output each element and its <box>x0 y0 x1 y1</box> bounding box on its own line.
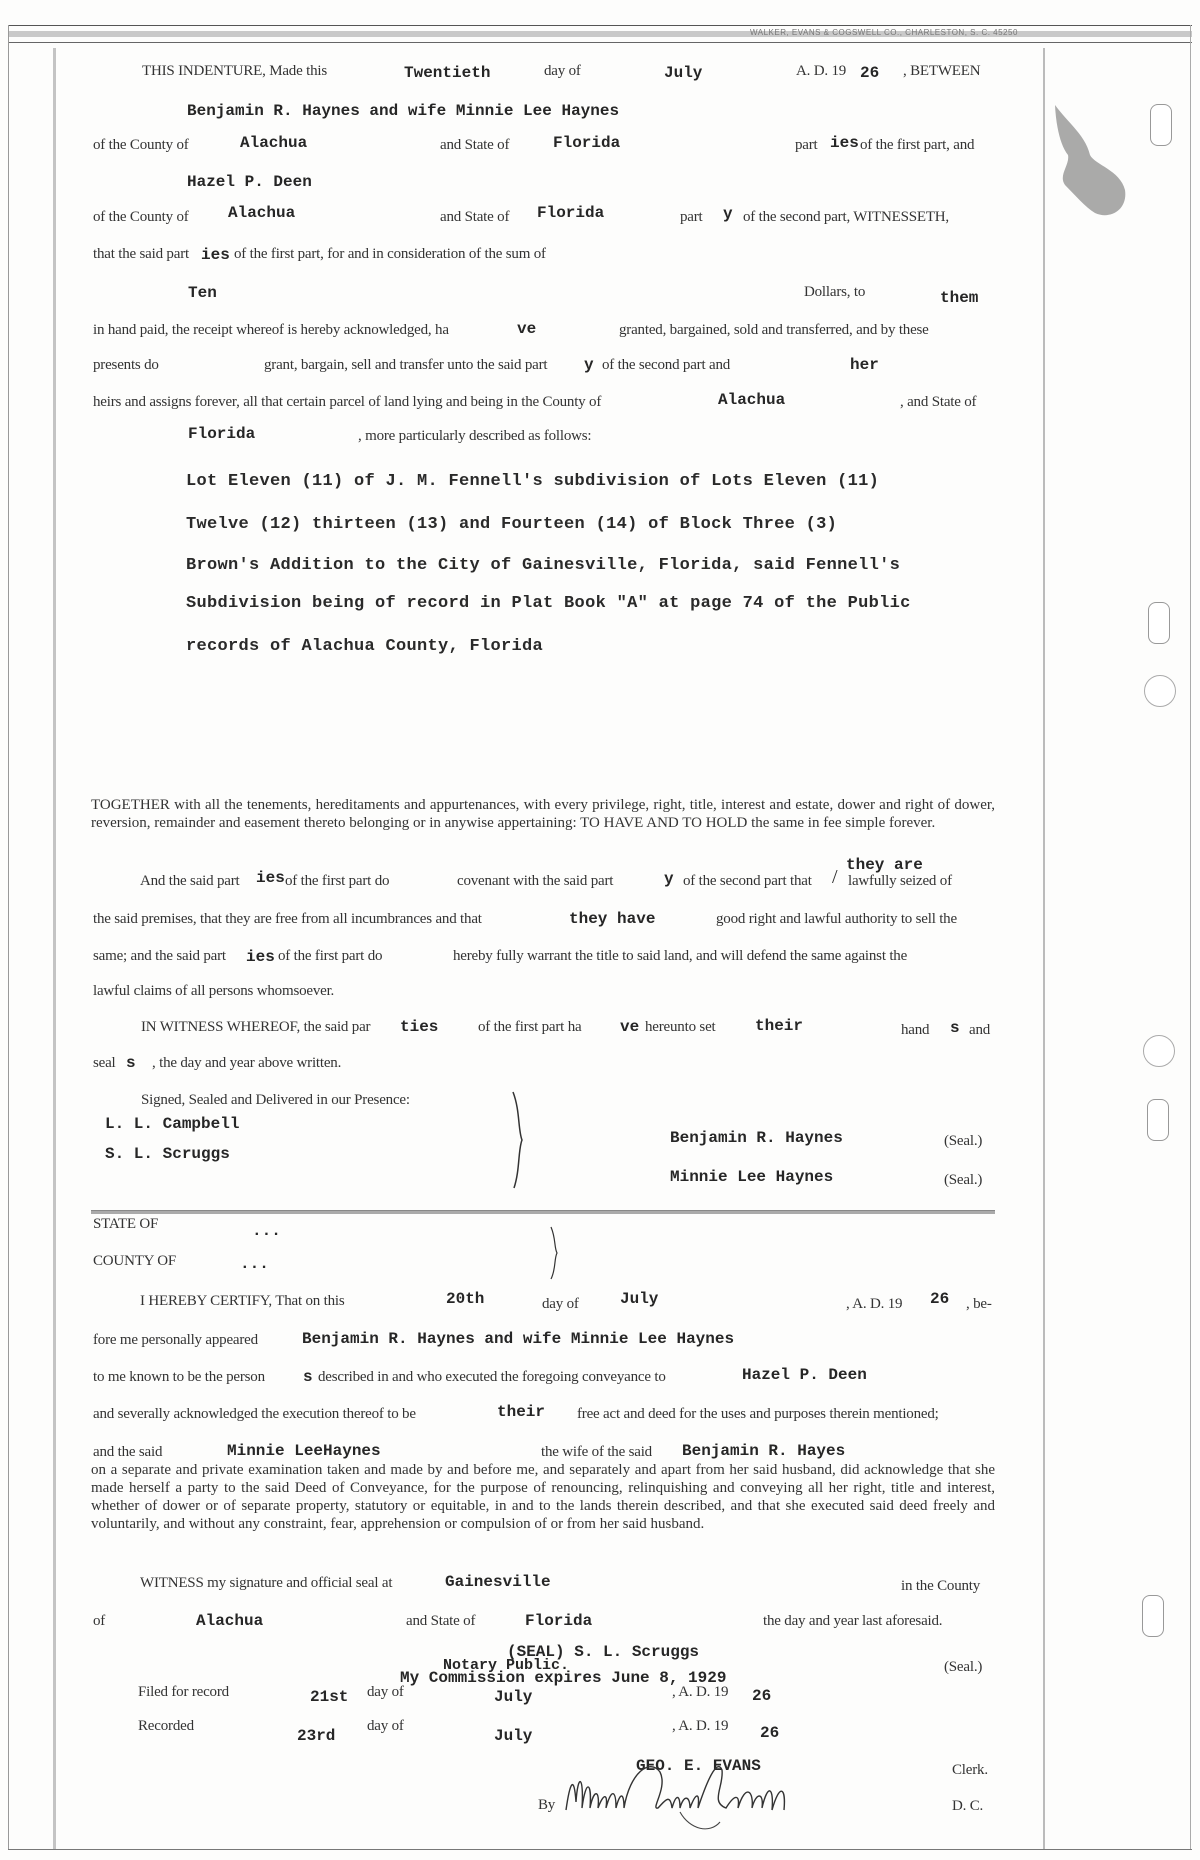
ad-label: , A. D. 19 <box>846 1296 903 1312</box>
covenant-text: of the first part do <box>278 948 383 964</box>
witness-signature: S. L. Scruggs <box>105 1145 230 1163</box>
binding-hole <box>1143 1035 1175 1067</box>
ack-text: and severally acknowledged the execution thereof to be <box>93 1406 416 1422</box>
recorded-year: 26 <box>760 1724 780 1742</box>
covenant-text: And the said part <box>140 873 240 889</box>
recorded-label: Recorded <box>138 1718 194 1734</box>
ack-year: 26 <box>930 1290 950 1308</box>
witness-signature: L. L. Campbell <box>105 1115 240 1133</box>
legal-description-line: Brown's Addition to the City of Gainesville, Florida, said Fennell's <box>186 556 901 575</box>
covenant-text: covenant with the said part <box>457 873 614 889</box>
ack-text: the wife of the said <box>541 1444 652 1460</box>
by-label: By <box>538 1797 556 1813</box>
part-suffix: s <box>126 1054 136 1072</box>
consideration-text: heirs and assigns forever, all that certain parcel of land lying and being in the County of <box>93 394 602 410</box>
witness-clause-text: hand <box>901 1022 930 1038</box>
consideration-text: , more particularly described as follows: <box>358 428 592 444</box>
witness-clause-text: and <box>969 1022 991 1038</box>
part-suffix: s <box>303 1368 313 1386</box>
witness-clause-text: , the day and year above written. <box>152 1055 342 1071</box>
ack-appeared: Benjamin R. Haynes and wife Minnie Lee Haynes <box>302 1330 735 1348</box>
ack-whose: their <box>497 1403 546 1421</box>
recorded-month: July <box>494 1727 533 1745</box>
consideration-text: grant, bargain, sell and transfer unto the said part <box>264 357 548 373</box>
covenant-text: of the second part that <box>683 873 812 889</box>
day-of-label: day of <box>544 63 581 79</box>
binding-hole <box>1150 104 1172 146</box>
witness-clause-text: IN WITNESS WHEREOF, the said par <box>141 1019 371 1035</box>
be-label: , be- <box>966 1296 992 1312</box>
certify-label: I HEREBY CERTIFY, That on this <box>140 1293 345 1309</box>
part-suffix: ies <box>830 134 859 152</box>
seal-label: (Seal.) <box>944 1172 983 1188</box>
notary-commission: My Commission expires June 8, 1929 <box>400 1669 727 1687</box>
witness-clause-text: hereunto set <box>645 1019 716 1035</box>
county-of-value: ... <box>240 1255 269 1273</box>
dollars-label: Dollars, to <box>804 284 866 300</box>
venue-bracket <box>548 1225 562 1281</box>
notary-text: the day and year last aforesaid. <box>763 1613 943 1629</box>
consideration-amount: Ten <box>188 284 217 302</box>
covenant-text: same; and the said part <box>93 948 226 964</box>
covenant-text: the said premises, that they are free from all incumbrances and that <box>93 911 482 927</box>
legal-description-line: Subdivision being of record in Plat Book "A" at page 74 of the Public <box>186 594 911 613</box>
day-of-label: day of <box>542 1296 579 1312</box>
county-label: of the County of <box>93 209 189 225</box>
consideration-text: in hand paid, the receipt whereof is hereby acknowledged, ha <box>93 322 449 338</box>
clerk-label: Clerk. <box>952 1762 988 1778</box>
part-suffix: y <box>664 870 674 888</box>
first-party-names: Benjamin R. Haynes and wife Minnie Lee Haynes <box>187 102 620 120</box>
part-label: part <box>680 209 703 225</box>
second-party-name: Hazel P. Deen <box>187 173 312 191</box>
left-margin-rule <box>53 48 56 1850</box>
part-suffix: ies <box>201 246 230 264</box>
legal-description-line: records of Alachua County, Florida <box>186 637 544 656</box>
presence-label: Signed, Sealed and Delivered in our Presence: <box>141 1092 410 1108</box>
notary-seal-name: (SEAL) S. L. Scruggs <box>507 1643 700 1661</box>
indenture-label: THIS INDENTURE, Made this <box>142 63 327 79</box>
land-state: Florida <box>188 425 256 443</box>
dc-label: D. C. <box>952 1798 984 1814</box>
covenant-text: of the first part do <box>285 873 390 889</box>
clerk-name: GEO. E. EVANS <box>636 1757 761 1775</box>
seal-label: (Seal.) <box>944 1659 983 1675</box>
filed-day: 21st <box>310 1688 349 1706</box>
consideration-to: them <box>940 289 979 307</box>
part-tail: of the first part, and <box>860 137 975 153</box>
covenant-text: lawfully seized of <box>848 873 952 889</box>
binding-hole <box>1147 1099 1169 1141</box>
ad-label: , A. D. 19 <box>672 1684 729 1700</box>
state-of-label: STATE OF <box>93 1216 159 1232</box>
signature-bracket <box>510 1090 528 1190</box>
indenture-day: Twentieth <box>404 64 491 82</box>
second-party-county: Alachua <box>228 204 296 222</box>
part-label: part <box>795 137 818 153</box>
notary-county: Alachua <box>196 1612 264 1630</box>
state-of-value: ... <box>252 1222 281 1240</box>
indenture-month: July <box>664 64 703 82</box>
first-party-state: Florida <box>553 134 621 152</box>
grantor-signature: Minnie Lee Haynes <box>670 1168 834 1186</box>
appeared-label: fore me personally appeared <box>93 1332 258 1348</box>
recorded-day: 23rd <box>297 1727 336 1745</box>
bottom-border-line <box>8 1849 1192 1850</box>
consideration-text: , and State of <box>900 394 977 410</box>
part-suffix: y <box>723 205 733 223</box>
land-county: Alachua <box>718 391 786 409</box>
binding-hole <box>1144 675 1176 707</box>
notary-city: Gainesville <box>445 1573 551 1591</box>
part-suffix: ies <box>246 948 275 966</box>
county-label: of the County of <box>93 137 189 153</box>
witness-clause-text: seal <box>93 1055 116 1071</box>
witness-clause-text: of the first part ha <box>478 1019 582 1035</box>
covenant-insert: they are <box>846 856 923 874</box>
insert-caret: / <box>832 866 838 888</box>
consideration-text: that the said part <box>93 246 189 262</box>
together-clause: TOGETHER with all the tenements, hereditaments and appurtenances, with every privilege, right, title, interest and estate, dower and right of dower, reversion, remainder and easement thereto belonging or in anywise appertaining: TO HAVE AND TO HOLD the same in fee simple forever. <box>91 797 995 831</box>
printer-imprint: WALKER, EVANS & COGSWELL CO., CHARLESTON, S. C. 45250 <box>750 28 1018 37</box>
ack-month: July <box>620 1290 659 1308</box>
between-label: , BETWEEN <box>903 63 981 79</box>
ack-text: free act and deed for the uses and purposes therein mentioned; <box>577 1406 939 1422</box>
part-suffix: y <box>584 356 594 374</box>
ack-wife: Minnie LeeHaynes <box>227 1442 381 1460</box>
ack-grantee: Hazel P. Deen <box>742 1366 867 1384</box>
seal-label: (Seal.) <box>944 1133 983 1149</box>
ack-husband: Benjamin R. Hayes <box>682 1442 846 1460</box>
heirs-of: her <box>850 356 879 374</box>
notary-text: and State of <box>406 1613 476 1629</box>
legal-description-line: Lot Eleven (11) of J. M. Fennell's subdivision of Lots Eleven (11) <box>186 472 880 491</box>
state-label: and State of <box>440 209 510 225</box>
top-border-line <box>8 25 1192 26</box>
part-tail: of the second part, WITNESSETH, <box>743 209 949 225</box>
deputy-clerk-signature <box>560 1752 870 1832</box>
ack-text: to me known to be the person <box>93 1369 265 1385</box>
day-of-label: day of <box>367 1684 404 1700</box>
witness-whose: their <box>755 1017 804 1035</box>
first-party-county: Alachua <box>240 134 308 152</box>
second-party-state: Florida <box>537 204 605 222</box>
ad-label: , A. D. 19 <box>672 1718 729 1734</box>
ack-text: and the said <box>93 1444 163 1460</box>
top-border-line-lower <box>8 42 1192 43</box>
part-suffix: ies <box>256 869 285 887</box>
binding-hole <box>1142 1595 1164 1637</box>
notary-witness-label: WITNESS my signature and official seal at <box>140 1575 393 1591</box>
wife-examination-clause: on a separate and private examination taken and made by and before me, and separately and apart from her said husband, did acknowledge that she made herself a party to the said Deed of Conveyance, for the purpose of renouncing, relinquishing and conveying all her right, title and interest, whether of dower or of separate property, statutory or equitable, in and to the lands therein described, and that she executed said deed freely and voluntarily, and without any constraint, fear, apprehension or compulsion of or from her said husband. <box>91 1462 995 1532</box>
part-suffix: s <box>950 1019 960 1037</box>
covenant-text: hereby fully warrant the title to said land, and will defend the same against the <box>453 948 908 964</box>
covenant-text: lawful claims of all persons whomsoever. <box>93 983 335 999</box>
binding-hole <box>1148 602 1170 644</box>
notary-text: in the County <box>901 1578 981 1594</box>
right-page-edge <box>1190 25 1191 1850</box>
county-of-label: COUNTY OF <box>93 1253 177 1269</box>
notary-state: Florida <box>525 1612 593 1630</box>
ack-day: 20th <box>446 1290 485 1308</box>
filed-month: July <box>494 1688 533 1706</box>
legal-description-line: Twelve (12) thirteen (13) and Fourteen (14) of Block Three (3) <box>186 515 838 534</box>
left-page-edge <box>8 25 9 1850</box>
covenant-text: good right and lawful authority to sell the <box>716 911 957 927</box>
right-margin-rule <box>1043 48 1045 1850</box>
notary-text: of <box>93 1613 106 1629</box>
filed-year: 26 <box>752 1687 772 1705</box>
consideration-text: of the second part and <box>602 357 731 373</box>
indenture-year: 26 <box>860 64 880 82</box>
part-suffix: ties <box>400 1018 439 1036</box>
ad-label: A. D. 19 <box>796 63 847 79</box>
state-label: and State of <box>440 137 510 153</box>
day-of-label: day of <box>367 1718 404 1734</box>
ink-stain <box>1050 95 1140 225</box>
filed-label: Filed for record <box>138 1684 229 1700</box>
consideration-text: of the first part, for and in consideration of the sum of <box>234 246 546 262</box>
covenant-insert-have: they have <box>569 910 656 928</box>
notary-title: Notary Public. <box>443 1657 570 1674</box>
part-suffix: ve <box>620 1018 640 1036</box>
section-divider <box>91 1210 995 1214</box>
consideration-text: presents do <box>93 357 159 373</box>
part-suffix: ve <box>517 320 537 338</box>
grantor-signature: Benjamin R. Haynes <box>670 1129 843 1147</box>
ack-text: described in and who executed the foregoing conveyance to <box>318 1369 666 1385</box>
consideration-text: granted, bargained, sold and transferred, and by these <box>619 322 929 338</box>
